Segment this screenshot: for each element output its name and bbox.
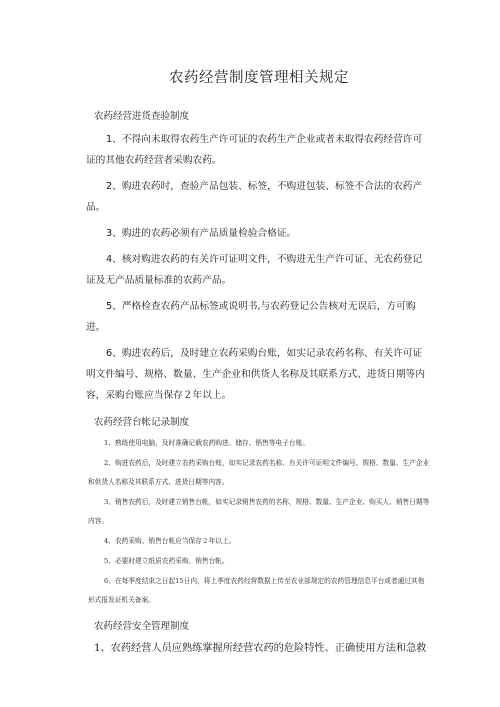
paragraph: 3、购进的农药必须有产品质量检验合格证。 <box>106 228 297 239</box>
section-safety-management <box>88 618 430 659</box>
section-heading: 农药经营进货查验制度 <box>94 111 190 122</box>
paragraph: 4、农药采购、销售台帐应当保存２年以上。 <box>104 537 236 545</box>
section-purchase-inspection <box>88 108 430 406</box>
paragraph: 4、核对购进农药的有关许可证明文件，不购进无生产许可证、无农药登记证及无产品质量标准的农药产品。 <box>86 254 423 286</box>
paragraph: 6、在每季度结束之日起15日内，将上季度农药经营数据上传至农业部规定的农药管理信息平台或者通过其他形式报发证机关备案。 <box>88 577 425 604</box>
paragraph: 2、购进农药时，查验产品包装、标签，不购进包装、标签不合法的农药产品。 <box>86 181 423 213</box>
section-heading: 农药经营安全管理制度 <box>94 621 190 632</box>
paragraph: 1、熟练使用电脑，及时准确记载农药购进、储存、销售等电子台账。 <box>104 439 309 447</box>
paragraph: 2、购进农药后，及时建立农药采购台账，如实记录农药名称、有关许可证明文件编号、规格、数量、生产企业和供货人名称及其联系方式、进货日期等内容。 <box>88 459 430 486</box>
paragraph: 5、必要时建立纸质农药采购、销售台帐。 <box>104 557 229 565</box>
page-title: 农药经营制度管理相关规定 <box>169 70 349 86</box>
section-heading: 农药经营台帐记录制度 <box>94 417 190 428</box>
paragraph: 1、不得向未取得农药生产许可证的农药生产企业或者未取得农药经营许可证的其他农药经营者采购农药。 <box>86 134 423 166</box>
paragraph: 5、严格检查农药产品标签或说明书,与农药登记公告核对无误后，方可购进。 <box>86 301 416 333</box>
paragraph: 6、购进农药后，及时建立农药采购台账，如实记录农药名称、有关许可证明文件编号、规格、数量、生产企业和供货人名称及其联系方式、进货日期等内容，采购台账应当保存２年以上。 <box>86 348 426 401</box>
paragraph: 3、销售农药后，及时建立销售台帐，如实记录销售农药的名称，规格、数量、生产企业、购买人、销售日期等内容。 <box>88 498 430 525</box>
section-ledger-records <box>88 414 430 610</box>
paragraph: 1、农药经营人员应熟练掌握所经营农药的危险特性、正确使用方法和急救 <box>94 643 427 654</box>
